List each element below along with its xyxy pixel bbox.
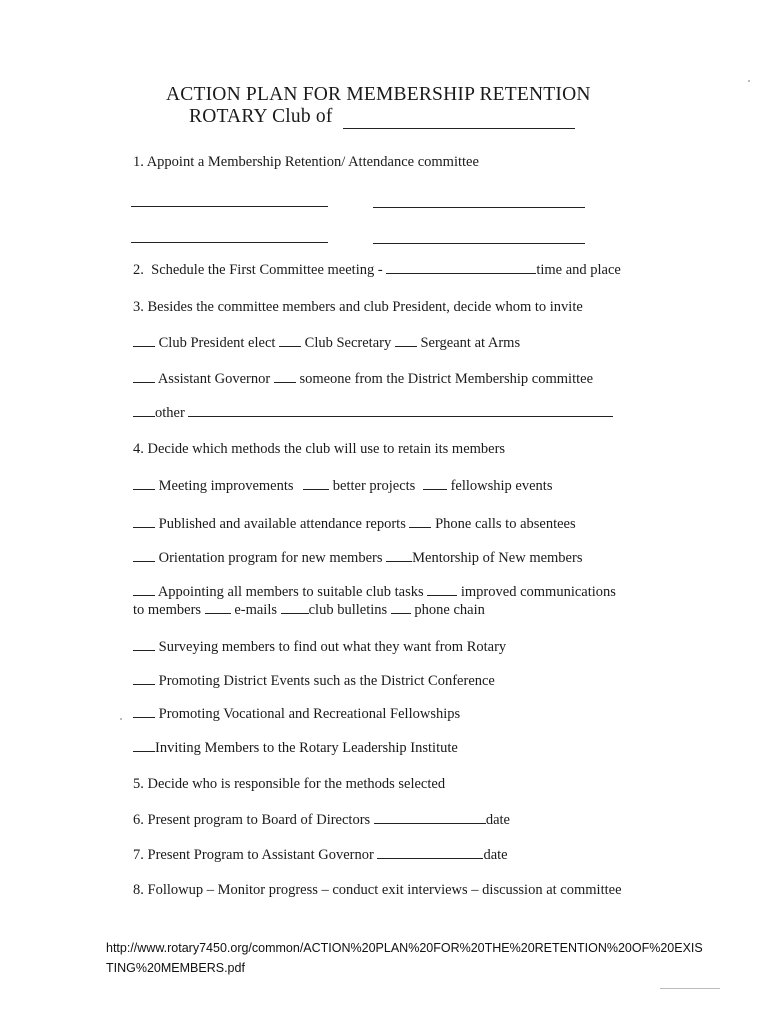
committee-member-blank-3 [131,242,328,243]
method-phone-chain: phone chain [414,602,485,618]
checkbox-blank [133,683,155,685]
checkbox-blank [391,612,411,614]
invite-sergeant-at-arms: Sergeant at Arms [420,335,521,351]
step-6 [133,812,510,829]
method-row-2 [133,516,576,533]
method-leadership: Inviting Members to the Rotary Leadership Institute [155,740,458,756]
method-emails: e-mails [234,602,277,618]
checkbox-blank [133,415,155,417]
scan-speck [660,988,720,989]
source-url-line-2: TING%20MEMBERS.pdf [106,961,245,975]
checkbox-blank [133,750,155,752]
checkbox-blank [133,345,155,347]
method-row-3 [133,550,582,567]
step-7-text: 7. Present Program to Assistant Governor [133,847,374,863]
checkbox-blank [205,612,231,614]
method-row-6 [133,673,495,690]
board-date-blank [374,822,486,824]
method-row-4 [133,584,616,601]
scan-speck [120,718,122,720]
source-url-line-1: http://www.rotary7450.org/common/ACTION%20PLAN%20FOR%20THE%20RETENTION%20OF%20EXIS [106,941,703,955]
method-row-4b [133,602,485,619]
checkbox-blank [133,560,155,562]
step-1: 1. Appoint a Membership Retention/ Attendance committee [133,154,479,170]
step-7-tail: date [483,847,508,863]
checkbox-blank [133,381,155,383]
meeting-blank [386,272,536,274]
method-appointing: Appointing all members to suitable club tasks [157,584,424,600]
invite-district-membership: someone from the District Membership committee [299,371,594,387]
step-2-text: Schedule the First Committee meeting - [151,262,383,278]
invite-row-3 [133,405,613,422]
checkbox-blank [409,526,431,528]
step-5: 5. Decide who is responsible for the methods selected [133,776,446,792]
checkbox-blank [133,716,155,718]
checkbox-blank [279,345,301,347]
method-improved-communications: improved communications [460,584,616,600]
step-2-tail: time and place [536,262,621,278]
scan-speck [748,80,750,82]
method-to-members: to members [133,602,202,618]
method-vocational: Promoting Vocational and Recreational Fellowships [158,706,461,722]
other-blank [188,415,613,417]
invite-club-president-elect: Club President elect [158,335,276,351]
governor-date-blank [377,857,483,859]
step-6-text: 6. Present program to Board of Directors [133,812,371,828]
checkbox-blank [423,488,447,490]
method-mentorship: Mentorship of New members [412,550,583,566]
checkbox-blank [427,594,457,596]
checkbox-blank [274,381,296,383]
method-row-7 [133,706,460,723]
step-2 [133,262,621,279]
method-district-events: Promoting District Events such as the District Conference [158,673,495,689]
committee-member-blank-2 [373,207,585,208]
invite-row-1 [133,335,520,352]
checkbox-blank [281,612,309,614]
step-6-tail: date [485,812,510,828]
step-7 [133,847,508,864]
method-orientation: Orientation program for new members [158,550,383,566]
method-row-1 [133,478,552,495]
method-meeting-improvements: Meeting improvements [158,478,294,494]
step-8: 8. Followup – Monitor progress – conduct exit interviews – discussion at committee [133,882,622,898]
step-3: 3. Besides the committee members and club President, decide whom to invite [133,299,583,315]
invite-row-2 [133,371,593,388]
checkbox-blank [133,526,155,528]
method-row-8 [133,740,458,757]
checkbox-blank [303,488,329,490]
method-row-5 [133,639,506,656]
invite-club-secretary: Club Secretary [304,335,392,351]
method-club-bulletins: club bulletins [308,602,388,618]
checkbox-blank [133,594,155,596]
step-2-number: 2. [133,262,144,278]
method-attendance-reports: Published and available attendance reports [158,516,406,532]
club-name-blank [343,128,575,129]
step-4: 4. Decide which methods the club will use to retain its members [133,441,506,457]
method-surveying: Surveying members to find out what they want from Rotary [158,639,507,655]
committee-member-blank-4 [373,243,585,244]
invite-assistant-governor: Assistant Governor [157,371,271,387]
invite-other: other [155,405,185,421]
committee-member-blank-1 [131,206,328,207]
checkbox-blank [133,649,155,651]
checkbox-blank [395,345,417,347]
checkbox-blank [386,560,412,562]
document-title: ACTION PLAN FOR MEMBERSHIP RETENTION [166,84,591,105]
method-fellowship-events: fellowship events [450,478,553,494]
method-better-projects: better projects [332,478,416,494]
method-phone-calls: Phone calls to absentees [435,516,576,532]
checkbox-blank [133,488,155,490]
club-name-label: ROTARY Club of [189,106,333,127]
